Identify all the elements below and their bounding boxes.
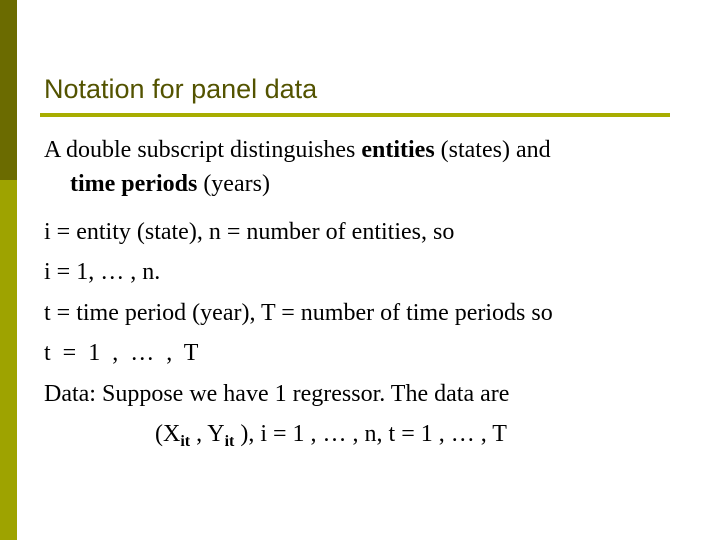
body-line-2-suffix: (years) — [197, 170, 270, 197]
side-bar-bottom — [0, 180, 17, 540]
body-line-7: Data: Suppose we have 1 regressor. The data are — [44, 380, 510, 407]
title-rule — [40, 113, 670, 117]
body-line-4: i = 1, … , n. — [44, 259, 161, 285]
body-line-1-prefix: A double subscript distinguishes — [44, 137, 362, 163]
body-line-1-mid: (states) and — [434, 137, 551, 163]
term-time-periods: time periods — [70, 170, 198, 197]
data-open: (X — [155, 421, 181, 447]
data-comma: , Y — [190, 421, 225, 447]
body-line-5: t = time period (year), T = number of time periods so — [44, 299, 553, 326]
body-line-6: t = 1 , … , T — [44, 340, 202, 366]
body-line-3: i = entity (state), n = number of entities, so — [44, 218, 455, 245]
slide-title: Notation for panel data — [44, 74, 318, 104]
side-bar-top — [0, 0, 17, 180]
subscript-it-x: it — [180, 433, 191, 450]
subscript-it-y: it — [224, 433, 235, 450]
term-entities: entities — [361, 137, 435, 163]
data-rest: ), i = 1 , … , n, t = 1 , … , T — [234, 421, 507, 447]
slide-body — [44, 130, 694, 455]
body-line-8 — [44, 414, 694, 455]
